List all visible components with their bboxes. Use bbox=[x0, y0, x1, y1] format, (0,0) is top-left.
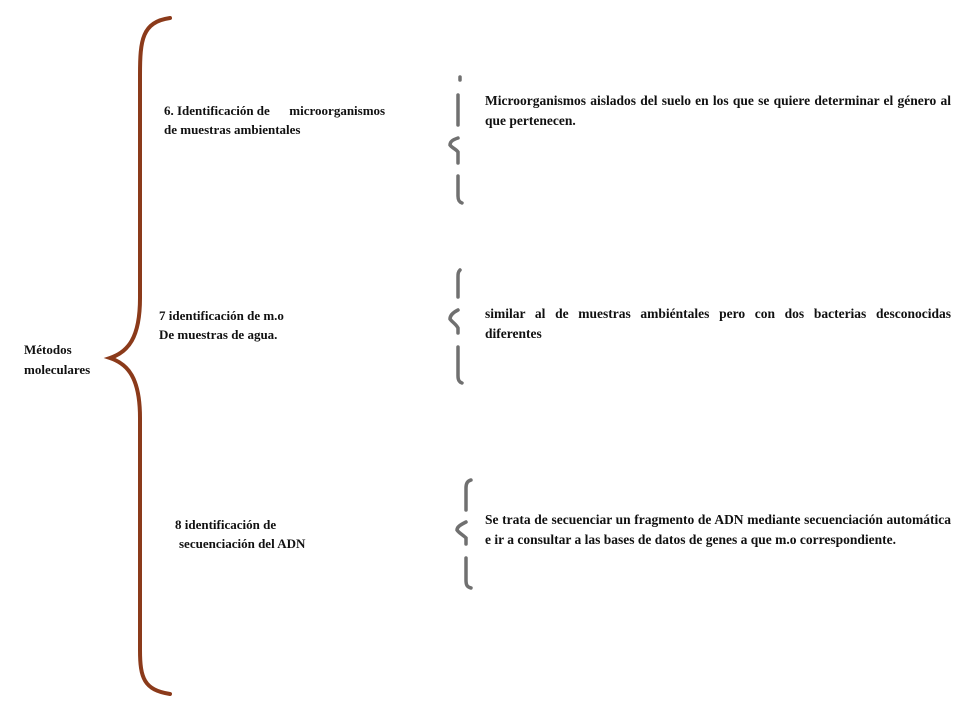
method-6-label-line1: 6. Identificación de microorganismos bbox=[164, 103, 386, 118]
method-8-label-line1: 8 identificación de bbox=[175, 517, 277, 532]
method-8-label-line2: secuenciación del ADN bbox=[179, 536, 306, 551]
method-8-label bbox=[175, 515, 375, 553]
method-7-label-line2: De muestras de agua. bbox=[159, 327, 278, 342]
method-7-label-line1: 7 identificación de m.o bbox=[159, 308, 284, 323]
brace-method-7 bbox=[450, 270, 462, 383]
root-label bbox=[24, 340, 124, 380]
method-8-description: Se trata de secuenciar un fragmento de ADN mediante secuenciación automática e ir a consultar a las bases de datos de genes a que m.o correspondiente. bbox=[485, 512, 951, 547]
brace-method-8 bbox=[457, 480, 471, 588]
root-label-line2: moleculares bbox=[24, 362, 91, 377]
root-label-line1: Métodos bbox=[24, 342, 72, 357]
brace-method-6 bbox=[450, 77, 462, 203]
method-6-label-line2: de muestras ambientales bbox=[164, 122, 301, 137]
method-6-description: Microorganismos aislados del suelo en los que se quiere determinar el género al que pertenecen. bbox=[485, 93, 951, 128]
method-7-description: similar al de muestras ambiéntales pero con dos bacterias desconocidas diferentes bbox=[485, 306, 951, 341]
method-7-label bbox=[159, 306, 349, 344]
method-6-label bbox=[164, 101, 416, 139]
